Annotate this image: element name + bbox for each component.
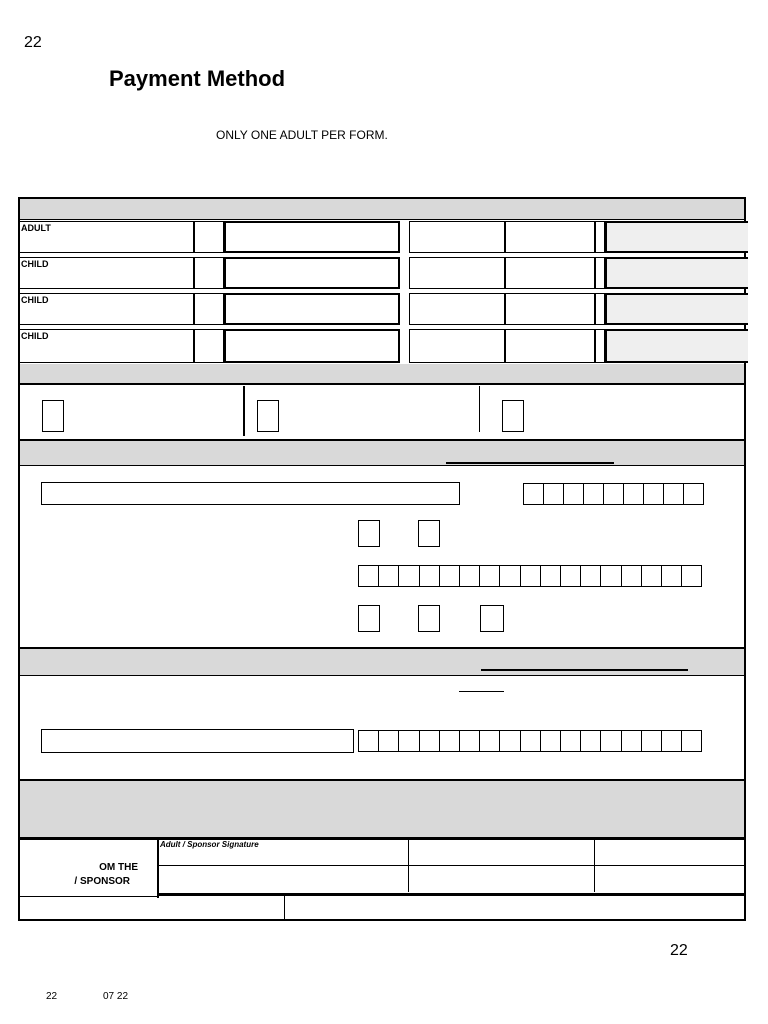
- digit-box[interactable]: [663, 483, 684, 505]
- member-type-label: ADULT: [21, 223, 51, 233]
- member-initial-cell[interactable]: [194, 221, 224, 253]
- account-holder-input[interactable]: [41, 729, 354, 753]
- member-name-cell[interactable]: [20, 221, 194, 253]
- card-type-checkbox-2[interactable]: [418, 605, 440, 632]
- member-field-cell[interactable]: [224, 293, 400, 325]
- digit-box[interactable]: [603, 483, 624, 505]
- digit-box[interactable]: [580, 565, 601, 587]
- member-name-cell[interactable]: [20, 293, 194, 325]
- signature-date-field[interactable]: [409, 840, 594, 865]
- digit-box[interactable]: [378, 565, 399, 587]
- section-header-card: [20, 441, 744, 465]
- payment-form: [18, 197, 746, 921]
- digit-box[interactable]: [563, 483, 584, 505]
- digit-box[interactable]: [459, 730, 480, 752]
- notice-band: [20, 781, 744, 837]
- digit-box[interactable]: [560, 565, 581, 587]
- digit-box[interactable]: [439, 730, 460, 752]
- office-use-field-2[interactable]: [285, 897, 748, 921]
- digit-box[interactable]: [540, 730, 561, 752]
- digit-box[interactable]: [479, 565, 500, 587]
- digit-box[interactable]: [459, 565, 480, 587]
- digit-box[interactable]: [681, 730, 702, 752]
- digit-box[interactable]: [499, 565, 520, 587]
- member-amount-cell[interactable]: [605, 329, 748, 363]
- sponsor-caption-line2: / SPONSOR: [74, 876, 130, 887]
- digit-box[interactable]: [641, 565, 662, 587]
- sponsor-caption-line1: OM THE: [99, 862, 138, 873]
- member-id-cell[interactable]: [505, 329, 595, 363]
- page-number-top: 22: [24, 34, 42, 51]
- digit-box[interactable]: [560, 730, 581, 752]
- digit-box[interactable]: [439, 565, 460, 587]
- digit-box[interactable]: [499, 730, 520, 752]
- member-id-cell[interactable]: [505, 257, 595, 289]
- member-flag-cell[interactable]: [595, 221, 605, 253]
- digit-box[interactable]: [621, 565, 642, 587]
- member-date-cell[interactable]: [409, 221, 505, 253]
- page-title: Payment Method: [109, 66, 286, 91]
- payment-type-checkbox-2[interactable]: [257, 400, 279, 432]
- member-type-label: CHILD: [21, 331, 49, 341]
- digit-box[interactable]: [479, 730, 500, 752]
- signature-extra-field[interactable]: [595, 840, 748, 865]
- office-use-field-1[interactable]: [20, 897, 284, 921]
- digit-box[interactable]: [378, 730, 399, 752]
- section-header-bank: [20, 649, 744, 675]
- member-name-cell[interactable]: [20, 257, 194, 289]
- page-number-bottom: 22: [670, 942, 688, 959]
- card-option-checkbox-1[interactable]: [358, 520, 380, 547]
- card-type-checkbox-3[interactable]: [480, 605, 504, 632]
- digit-box[interactable]: [583, 483, 604, 505]
- member-type-label: CHILD: [21, 295, 49, 305]
- member-initial-cell[interactable]: [194, 257, 224, 289]
- member-type-label: CHILD: [21, 259, 49, 269]
- member-id-cell[interactable]: [505, 221, 595, 253]
- digit-box[interactable]: [683, 483, 704, 505]
- member-flag-cell[interactable]: [595, 293, 605, 325]
- digit-box[interactable]: [643, 483, 664, 505]
- member-amount-cell[interactable]: [605, 221, 748, 253]
- footer-code-left: 22: [46, 991, 58, 1002]
- digit-box[interactable]: [523, 483, 544, 505]
- payment-type-checkbox-3[interactable]: [502, 400, 524, 432]
- digit-box[interactable]: [580, 730, 601, 752]
- digit-box[interactable]: [623, 483, 644, 505]
- digit-box[interactable]: [419, 565, 440, 587]
- member-flag-cell[interactable]: [595, 257, 605, 289]
- signature-label: Adult / Sponsor Signature: [160, 840, 259, 849]
- digit-box[interactable]: [641, 730, 662, 752]
- digit-box[interactable]: [600, 730, 621, 752]
- member-id-cell[interactable]: [505, 293, 595, 325]
- digit-box[interactable]: [520, 565, 541, 587]
- digit-box[interactable]: [398, 565, 419, 587]
- member-field-cell[interactable]: [224, 257, 400, 289]
- member-date-cell[interactable]: [409, 293, 505, 325]
- member-field-cell[interactable]: [224, 329, 400, 363]
- member-initial-cell[interactable]: [194, 293, 224, 325]
- member-date-cell[interactable]: [409, 257, 505, 289]
- signature-field[interactable]: [159, 840, 408, 865]
- member-amount-cell[interactable]: [605, 293, 748, 325]
- cardholder-name-input[interactable]: [41, 482, 460, 505]
- digit-box[interactable]: [661, 565, 682, 587]
- member-initial-cell[interactable]: [194, 329, 224, 363]
- digit-box[interactable]: [600, 565, 621, 587]
- digit-box[interactable]: [358, 730, 379, 752]
- digit-box[interactable]: [681, 565, 702, 587]
- digit-box[interactable]: [520, 730, 541, 752]
- digit-box[interactable]: [398, 730, 419, 752]
- digit-box[interactable]: [661, 730, 682, 752]
- card-option-checkbox-2[interactable]: [418, 520, 440, 547]
- digit-box[interactable]: [543, 483, 564, 505]
- member-name-cell[interactable]: [20, 329, 194, 363]
- member-date-cell[interactable]: [409, 329, 505, 363]
- member-amount-cell[interactable]: [605, 257, 748, 289]
- footer-code-right: 07 22: [103, 991, 129, 1002]
- digit-box[interactable]: [358, 565, 379, 587]
- section-header-members: [20, 199, 744, 219]
- digit-box[interactable]: [621, 730, 642, 752]
- member-field-cell[interactable]: [224, 221, 400, 253]
- digit-box[interactable]: [419, 730, 440, 752]
- form-instruction: ONLY ONE ADULT PER FORM.: [216, 128, 388, 142]
- payment-type-checkbox-1[interactable]: [42, 400, 64, 432]
- member-flag-cell[interactable]: [595, 329, 605, 363]
- section-header-payment-type: [20, 364, 744, 383]
- digit-box[interactable]: [540, 565, 561, 587]
- card-type-checkbox-1[interactable]: [358, 605, 380, 632]
